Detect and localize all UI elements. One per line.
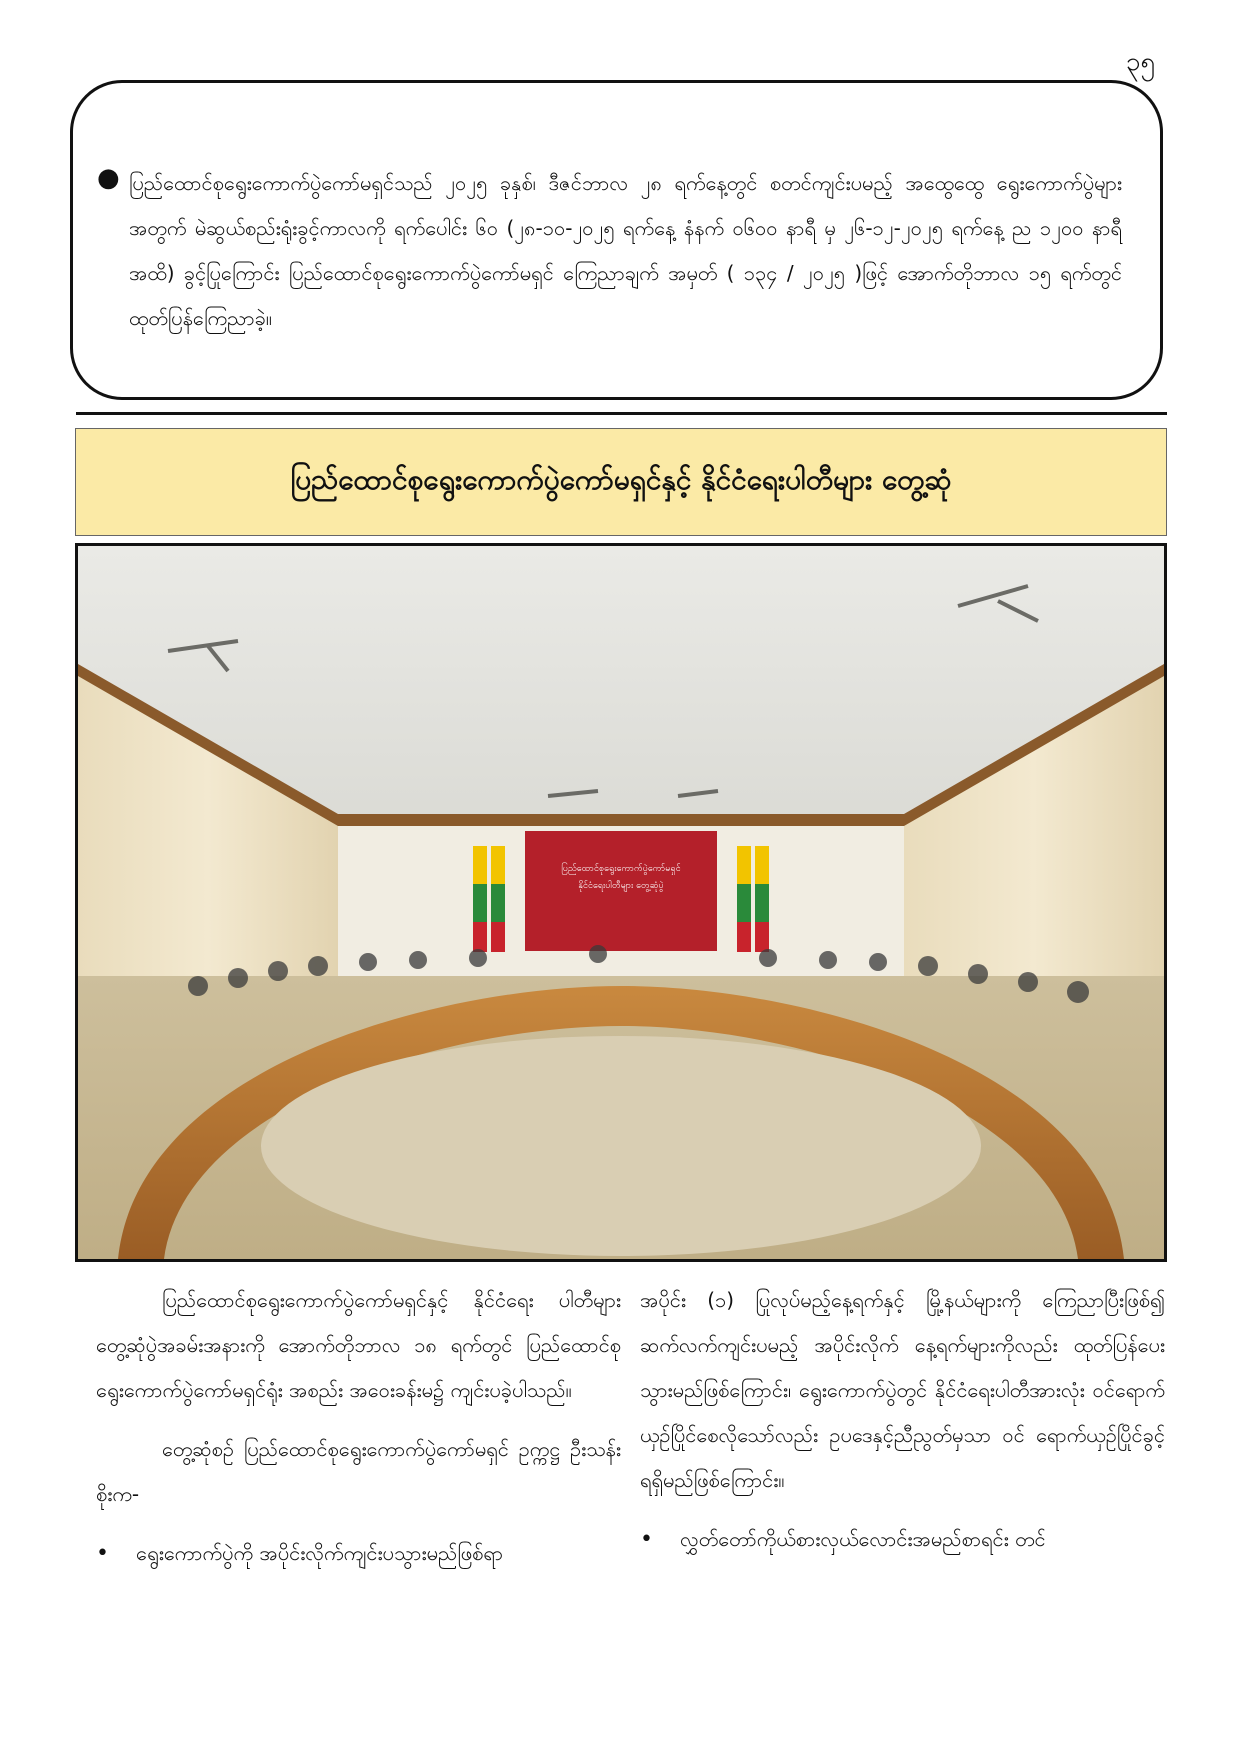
right-paragraph-1: အပိုင်း (၁) ပြုလုပ်မည့်နေ့ရက်နှင့် မြို့နယ်များကို ကြေညာပြီးဖြစ်၍ ဆက်လက်ကျင်းပမည့် အပိုင်းလိုက် နေ့ရက်များကိုလည်း ထုတ်ပြန်ပေးသွားမည်ဖြစ်ကြောင်း၊ ရွေးကောက်ပွဲတွင် နိုင်ငံရေးပါတီအားလုံး ဝင်ရောက် ယှဉ်ပြိုင်စေလိုသော်လည်း ဥပဒေနှင့်ညီညွတ်မှသာ ဝင် ရောက်ယှဉ်ပြိုင်ခွင့်ရရှိမည်ဖြစ်ကြောင်း။: [640, 1288, 1165, 1492]
section-heading-bar: [75, 428, 1167, 536]
right-column: [640, 1278, 1165, 1562]
left-bullet-text: ရွေးကောက်ပွဲကို အပိုင်းလိုက်ကျင်းပသွားမည်ဖြစ်ရာ: [136, 1541, 504, 1565]
left-column: [96, 1278, 621, 1576]
section-heading: ပြည်ထောင်စုရွေးကောက်ပွဲကော်မရှင်နှင့် နိုင်ငံရေးပါတီများ တွေ့ဆုံ: [290, 463, 952, 496]
notice-text: ပြည်ထောင်စုရွေးကောက်ပွဲကော်မရှင်သည် ၂၀၂၅ ခုနှစ်၊ ဒီဇင်ဘာလ ၂၈ ရက်နေ့တွင် စတင်ကျင်းပမည့် အထွေထွေ ရွေးကောက်ပွဲများအတွက် မဲဆွယ်စည်းရုံးခွင့်ကာလကို ရက်ပေါင်း ၆၀ (၂၈-၁၀-၂၀၂၅ ရက်နေ့ နံနက် ၀၆၀၀ နာရီ မှ ၂၆-၁၂-၂၀၂၅ ရက်နေ့ ည ၁၂၀၀ နာရီအထိ) ခွင့်ပြုကြောင်း ပြည်ထောင်စုရွေးကောက်ပွဲကော်မရှင် ကြေညာချက် အမှတ် ( ၁၃၄ / ၂၀၂၅ )ဖြင့် အောက်တိုဘာလ ၁၅ ရက်တွင် ထုတ်ပြန်ကြေညာခဲ့။: [129, 171, 1122, 330]
notice-box: [70, 80, 1163, 400]
bullet-icon: ●: [97, 163, 120, 193]
left-paragraph-1: ပြည်ထောင်စုရွေးကောက်ပွဲကော်မရှင်နှင့် နိုင်ငံရေး ပါတီများ တွေ့ဆုံပွဲအခမ်းအနားကို အောက်တိုဘာလ ၁၈ ရက်တွင် ပြည်ထောင်စုရွေးကောက်ပွဲကော်မရှင်ရုံး အစည်း အဝေးခန်းမ၌ ကျင်းပခဲ့ပါသည်။: [96, 1288, 621, 1402]
right-bullet-item: [640, 1517, 1165, 1562]
banner-text-line-1: ပြည်ထောင်စုရွေးကောက်ပွဲကော်မရှင်: [561, 864, 681, 874]
bullet-icon: •: [640, 1527, 653, 1552]
left-paragraph-2: တွေ့ဆုံစဉ် ပြည်ထောင်စုရွေးကောက်ပွဲကော်မရှင် ဥက္ကဋ္ဌ ဦးသန်းစိုးက-: [96, 1437, 621, 1506]
page-number: ၃၅: [1125, 47, 1155, 77]
right-bullet-text: လွှတ်တော်ကိုယ်စားလှယ်လောင်းအမည်စာရင်း တင်: [680, 1527, 1046, 1551]
section-divider: [76, 412, 1167, 415]
banner-text-line-2: နိုင်ငံရေးပါတီများ တွေ့ဆုံပွဲ: [578, 881, 664, 891]
bullet-icon: •: [96, 1541, 109, 1566]
left-bullet-item: [96, 1531, 621, 1576]
meeting-hall-photo: [75, 543, 1167, 1262]
